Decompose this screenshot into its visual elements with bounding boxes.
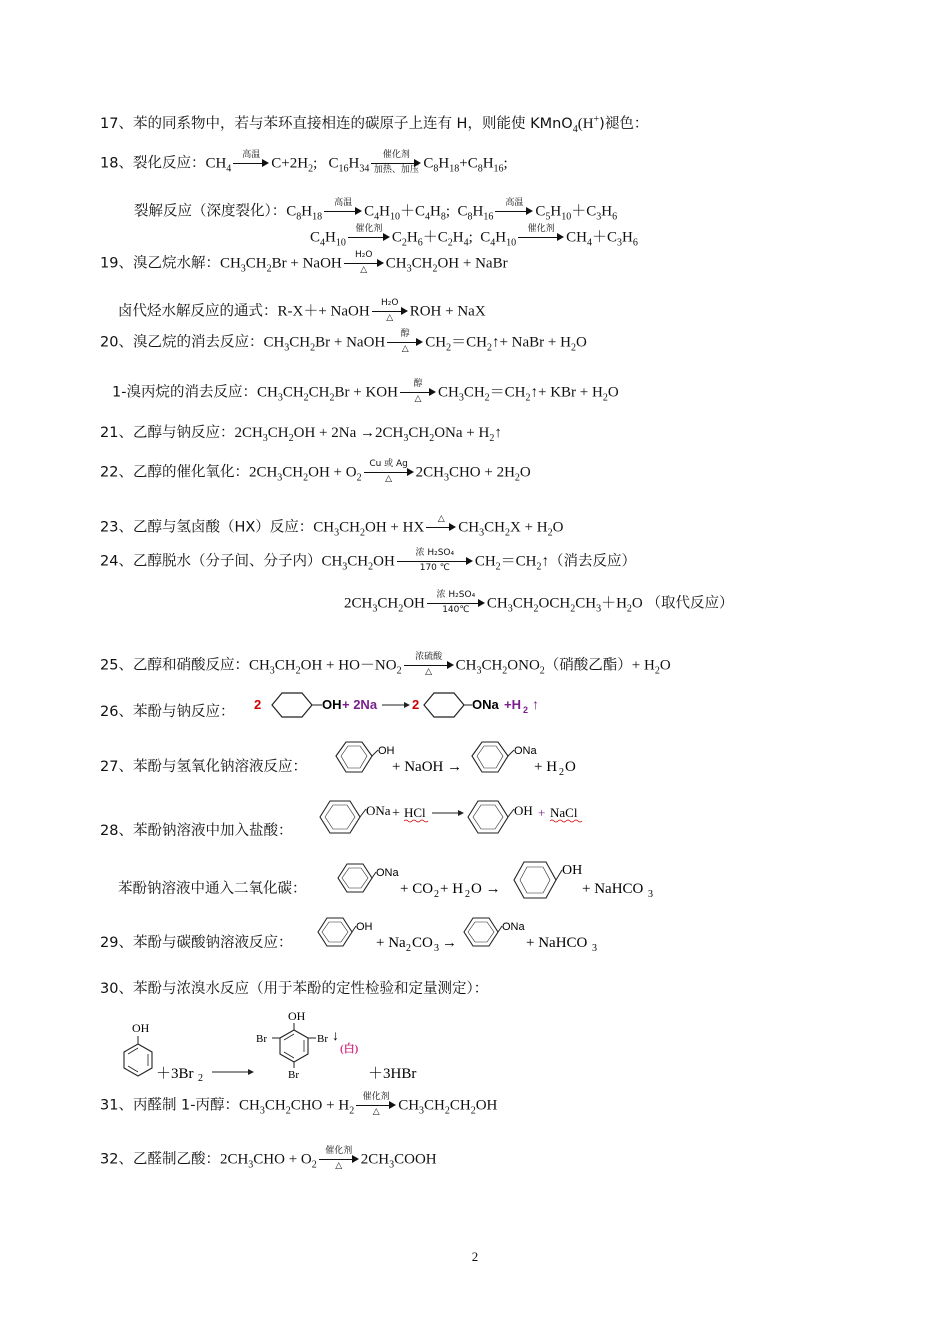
line-28: 28、苯酚钠溶液中加入盐酸： [100,823,293,839]
line-29: 29、苯酚与碳酸钠溶液反应： [100,935,293,951]
svg-text:+ NaHCO: + NaHCO [526,935,588,951]
svg-text:3: 3 [592,943,597,954]
svg-text:3: 3 [434,943,439,954]
reaction-arrow: 催化剂 △ [319,1148,359,1172]
reaction-arrow: 高温 [233,152,269,176]
phenoxide-hcl-equation [316,795,596,839]
line-22: 22、乙醇的催化氧化：$2CH_3CH_2OH + O_2$ Cu 或 Ag △ $2CH_3CHO + 2H_2O$ [100,459,531,484]
line-27: 27、苯酚与氢氧化钠溶液反应： [100,759,307,775]
svg-text:3: 3 [648,889,653,900]
reaction-arrow: △ [426,516,456,540]
svg-text:2: 2 [434,889,439,900]
reaction-arrow: 醇 △ [387,331,423,355]
svg-text:＋3Br: ＋3Br [156,1066,194,1082]
reaction-arrow: 催化剂 [518,226,564,250]
reaction-arrow: 浓 H₂SO₄ 140℃ [427,592,485,616]
svg-text:＋3HBr: ＋3HBr [368,1066,417,1082]
svg-text:+ H: + H [440,881,464,897]
svg-text:OH: OH [322,697,342,712]
line-24b: $2CH_3CH_2OH$ 浓 H₂SO₄ 140℃ $CH_3CH_2OCH_2CH_3+H_2O$ （取代反应） [344,590,734,615]
svg-text:HCl: HCl [404,805,426,820]
svg-text:NaCl: NaCl [550,805,578,820]
line-28b: 苯酚钠溶液中通入二氧化碳： [118,881,307,897]
svg-text:ONa: ONa [366,803,391,818]
reaction-arrow: 催化剂 [348,226,390,250]
line-23: 23、乙醇与氢卤酸（HX）反应：$CH_3CH_2OH$ + HX △ $CH_3CH_2X + H_2O$ [100,514,564,539]
svg-text:+ NaOH →: + NaOH → [392,759,463,775]
page-number: 2 [471,1249,479,1264]
line-19: 19、溴乙烷水解：$CH_3CH_2Br$ + NaOH H₂O △ $CH_3CH_2OH$ + NaBr [100,250,508,275]
svg-text:O: O [565,759,576,775]
phenol-sodium-equation [252,688,552,722]
svg-text:+: + [538,805,546,820]
reaction-arrow: 高温 [324,200,362,224]
line-32: 32、乙醛制乙酸：$2CH_3CHO + O_2$ 催化剂 △ $2CH_3COOH$ [100,1146,437,1171]
line-18: 18、裂化反应：$CH_4$ 高温 $C+2H_2$; $C_{16}H_{34}$ 催化剂 加热、加压 $C_8H_{18}+C_8H_{16}$; [100,150,508,175]
svg-text:2: 2 [559,767,564,778]
svg-text:ONa: ONa [502,921,525,933]
svg-text:OH: OH [356,921,373,933]
svg-text:OH: OH [132,1021,150,1035]
svg-text:Br: Br [256,1033,267,1045]
svg-text:+ 2Na: + 2Na [342,697,378,712]
reaction-arrow: H₂O △ [344,252,384,276]
line-18b: 裂解反应（深度裂化）：$C_8H_{18}$ 高温 $C_4H_{10}+C_4H_8$; $C_8H_{16}$ 高温 $C_5H_{10}+C_3H_6$ [134,198,618,223]
svg-text:ONa: ONa [376,867,399,879]
svg-text:2: 2 [465,889,470,900]
phenol-na2co3-equation [314,912,614,954]
svg-text:+ H: + H [534,759,558,775]
line-25: 25、乙醇和硝酸反应：$CH_3CH_2OH + HO-NO_2$ 浓硫酸 △ $CH_3CH_2ONO_2$（硝酸乙酯）+ $H_2O$ [100,652,671,677]
reaction-arrow: 醇 △ [400,381,436,405]
reaction-arrow: 浓硫酸 △ [404,654,454,678]
svg-text:ONa: ONa [472,697,499,712]
svg-text:Br: Br [288,1069,299,1081]
reaction-arrow: 高温 [495,200,533,224]
svg-text:Br: Br [317,1033,328,1045]
svg-text:OH: OH [288,1010,306,1023]
reaction-arrow: H₂O △ [372,300,408,324]
svg-text:↑: ↑ [532,698,539,713]
reaction-arrow: 催化剂 加热、加压 [371,152,421,176]
line-19b: 卤代烃水解反应的通式：R-X＋+ NaOH H₂O △ ROH + NaX [118,298,486,323]
reaction-arrow: 催化剂 △ [356,1094,396,1118]
phenoxide-co2-equation [334,858,664,900]
svg-text:ONa: ONa [514,745,537,757]
svg-text:OH: OH [562,863,583,878]
phenol-bromine-equation [118,1010,438,1084]
svg-text:2: 2 [523,705,529,715]
reaction-arrow: Cu 或 Ag △ [364,461,414,485]
svg-text:(白): (白) [340,1043,359,1055]
svg-text:2: 2 [412,697,420,712]
svg-text:2: 2 [406,943,411,954]
line-20: 20、溴乙烷的消去反应：$CH_3CH_2Br$ + NaOH 醇 △ $CH_2=CH_2↑+$ NaBr + $H_2O$ [100,329,587,354]
svg-text:2: 2 [198,1073,203,1084]
svg-text:+: + [392,806,400,821]
svg-text:↓: ↓ [332,1029,339,1044]
svg-text:OH: OH [378,745,395,757]
svg-text:+H: +H [504,697,521,712]
line-26: 26、苯酚与钠反应： [100,704,235,720]
svg-text:→: → [442,935,457,951]
line-20b: 1-溴丙烷的消去反应：$CH_3CH_2CH_2Br$ + KOH 醇 △ $CH_3CH_2=CH_2↑+$ KBr + $H_2O$ [112,379,619,404]
reaction-arrow: 浓 H₂SO₄ 170 ℃ [397,550,473,574]
svg-text:+ Na: + Na [376,935,406,951]
line-31: 31、丙醛制 1-丙醇：$CH_3CH_2CHO + H_2$ 催化剂 △ $CH_3CH_2CH_2OH$ [100,1092,498,1117]
svg-text:+ CO: + CO [400,881,434,897]
line-18c: $C_4H_{10}$ 催化剂 $C_2H_6+C_2H_4$; $C_4H_{10}$ 催化剂 $CH_4+C_3H_6$ [310,224,638,249]
svg-text:OH: OH [514,803,533,818]
line-21: 21、乙醇与钠反应：$2CH_3CH_2OH + 2Na \to 2CH_3CH_2ONa$ + $H_2↑$ [100,425,502,444]
phenol-naoh-equation [332,738,592,780]
svg-text:O →: O → [471,881,501,897]
svg-text:2: 2 [254,697,262,712]
line-30: 30、苯酚与浓溴水反应（用于苯酚的定性检验和定量测定）： [100,981,489,997]
svg-text:CO: CO [412,935,433,951]
line-24: 24、乙醇脱水（分子间、分子内）$CH_3CH_2OH$ 浓 H₂SO₄ 170 ℃ $CH_2=CH_2↑$（消去反应） [100,548,636,573]
line-17: 17、苯的同系物中，若与苯环直接相连的碳原子上连有 H，则能使 KMnO$_4$(H+)褪色： [100,114,649,135]
svg-text:+ NaHCO: + NaHCO [582,881,644,897]
